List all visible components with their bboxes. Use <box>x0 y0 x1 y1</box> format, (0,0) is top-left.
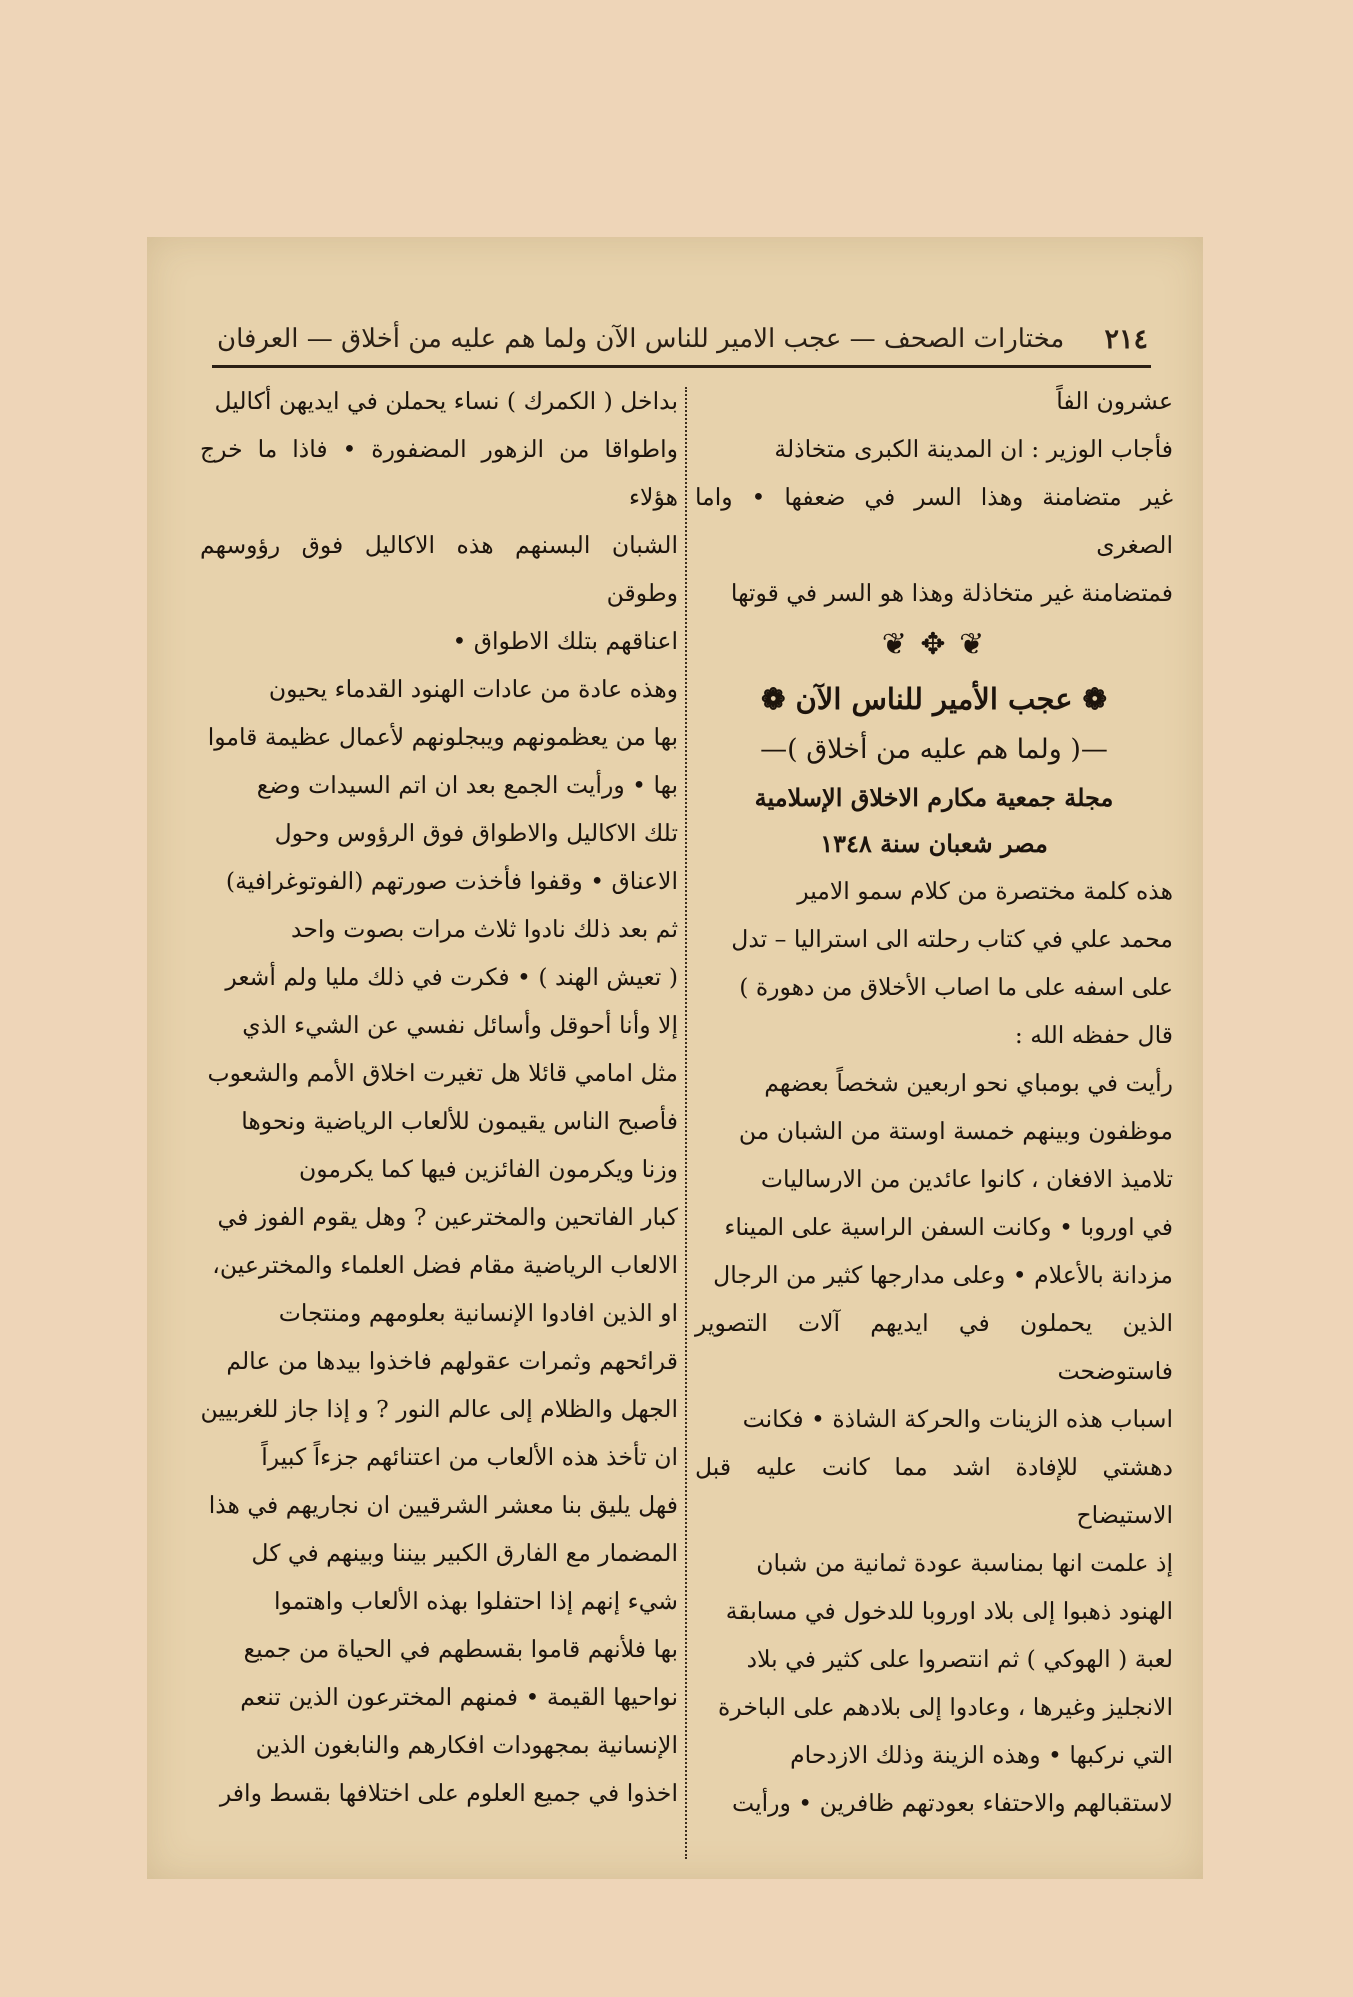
text-line: تلك الاكاليل والاطواق فوق الرؤوس وحول <box>274 819 678 847</box>
text-line: الذين يحملون في ايديهم آلات التصوير فاستوضحت <box>695 1309 1173 1385</box>
text-line: قال حفظه الله : <box>1014 1021 1173 1049</box>
column-divider <box>685 387 687 1859</box>
text-line: على اسفه على ما اصاب الأخلاق من دهورة ) <box>739 973 1173 1001</box>
text-line: فمتضامنة غير متخاذلة وهذا هو السر في قوتها <box>730 579 1173 607</box>
running-title: مختارات الصحف — عجب الامير للناس الآن ولما هم عليه من أخلاق — العرفان <box>217 324 1065 354</box>
text-line: لعبة ( الهوكي ) ثم انتصروا على كثير في بلاد <box>746 1645 1173 1673</box>
text-line: رأيت في بومباي نحو اربعين شخصاً بعضهم <box>764 1069 1173 1097</box>
text-line: بها • ورأيت الجمع بعد ان اتم السيدات وضع <box>256 771 678 799</box>
text-line: غير متضامنة وهذا السر في ضعفها • واما الصغرى <box>695 483 1173 559</box>
text-line: محمد علي في كتاب رحلته الى استراليا – تدل <box>731 925 1173 953</box>
article-date: مصر شعبان سنة ١٣٤٨ <box>820 829 1048 858</box>
text-line: الهنود ذهبوا إلى بلاد اوروبا للدخول في مسابقة <box>725 1597 1173 1625</box>
text-line: قرائحهم وثمرات عقولهم فاخذوا بيدها من عالم <box>226 1347 678 1375</box>
text-line: هذه كلمة مختصرة من كلام سمو الامير <box>797 877 1173 905</box>
text-line: نواحيها القيمة • فمنهم المخترعون الذين تنعم <box>240 1683 678 1711</box>
page-header <box>217 319 1148 359</box>
text-line: التي نركبها • وهذه الزينة وذلك الازدحام <box>790 1741 1173 1769</box>
left-column <box>200 377 678 1817</box>
article-title: ❁ عجب الأمير للناس الآن ❁ <box>761 682 1107 716</box>
text-line: كبار الفاتحين والمخترعين ? وهل يقوم الفوز في <box>217 1203 678 1231</box>
text-line: وهذه عادة من عادات الهنود القدماء يحيون <box>268 675 678 703</box>
ornament-icon: ❦ ✥ ❦ <box>881 627 987 662</box>
text-line: بها من يعظمونهم ويبجلونهم لأعمال عظيمة قاموا <box>207 723 678 751</box>
text-line: الانجليز وغيرها ، وعادوا إلى بلادهم على الباخرة <box>718 1693 1173 1721</box>
right-column <box>695 377 1173 1827</box>
header-rule <box>212 365 1151 368</box>
text-line: اعناقهم بتلك الاطواق • <box>452 627 678 655</box>
text-line: الالعاب الرياضية مقام فضل العلماء والمخترعين، <box>212 1251 678 1279</box>
text-line: المضمار مع الفارق الكبير بيننا وبينهم في كل <box>251 1539 678 1567</box>
text-line: مزدانة بالأعلام • وعلى مدارجها كثير من الرجال <box>713 1261 1173 1289</box>
text-line: فأجاب الوزير : ان المدينة الكبرى متخاذلة <box>774 435 1173 463</box>
page-number: ٢١٤ <box>1104 323 1148 355</box>
text-line: الإنسانية بمجهودات افكارهم والنابغون الذين <box>255 1731 678 1759</box>
text-line: الشبان البسنهم هذه الاكاليل فوق رؤوسهم وطوقن <box>200 531 678 607</box>
text-line: في اوروبا • وكانت السفن الراسية على الميناء <box>724 1213 1173 1241</box>
article-source: مجلة جمعية مكارم الاخلاق الإسلامية <box>754 783 1114 812</box>
text-line: ( تعيش الهند ) • فكرت في ذلك مليا ولم أشعر <box>225 963 678 991</box>
text-line: وزنا ويكرمون الفائزين فيها كما يكرمون <box>299 1155 678 1183</box>
text-line: الجهل والظلام إلى عالم النور ? و إذا جاز للغربيين <box>200 1395 678 1423</box>
text-line: الاعناق • وقفوا فأخذت صورتهم (الفوتوغرافية) <box>225 867 678 895</box>
text-line: مثل امامي قائلا هل تغيرت اخلاق الأمم والشعوب <box>207 1059 678 1087</box>
article-subtitle: —( ولما هم عليه من أخلاق )— <box>760 734 1108 765</box>
text-line: تلاميذ الافغان ، كانوا عائدين من الارساليات <box>760 1165 1173 1193</box>
text-line: إلا وأنا أحوقل وأسائل نفسي عن الشيء الذي <box>242 1011 678 1039</box>
text-line: عشرون الفاً <box>1056 387 1173 415</box>
text-line: اسباب هذه الزينات والحركة الشاذة • فكانت <box>742 1405 1173 1433</box>
text-line: او الذين افادوا الإنسانية بعلومهم ومنتجات <box>278 1299 678 1327</box>
text-line: ان تأخذ هذه الألعاب من اعتنائهم جزءاً كبيراً <box>261 1443 678 1471</box>
text-line: واطواقا من الزهور المضفورة • فاذا ما خرج هؤلاء <box>200 435 678 511</box>
text-line: موظفون وبينهم خمسة اوستة من الشبان من <box>738 1117 1173 1145</box>
text-line: اخذوا في جميع العلوم على اختلافها بقسط وافر <box>219 1779 678 1807</box>
text-line: شيء إنهم إذا احتفلوا بهذه الألعاب واهتموا <box>273 1587 678 1615</box>
text-line: إذ علمت انها بمناسبة عودة ثمانية من شبان <box>756 1549 1173 1577</box>
text-line: بها فلأنهم قاموا بقسطهم في الحياة من جميع <box>243 1635 678 1663</box>
text-line: بداخل ( الكمرك ) نساء يحملن في ايديهن أكاليل <box>214 387 678 415</box>
text-line: دهشتي للإفادة اشد مما كانت عليه قبل الاستيضاح <box>695 1453 1173 1529</box>
scanned-page <box>147 237 1203 1879</box>
text-line: فهل يليق بنا معشر الشرقيين ان نجاريهم في هذا <box>208 1491 678 1519</box>
text-line: ثم بعد ذلك نادوا ثلاث مرات بصوت واحد <box>291 915 678 943</box>
text-line: لاستقبالهم والاحتفاء بعودتهم ظافرين • ورأيت <box>732 1789 1173 1817</box>
text-line: فأصبح الناس يقيمون للألعاب الرياضية ونحوها <box>241 1107 678 1135</box>
